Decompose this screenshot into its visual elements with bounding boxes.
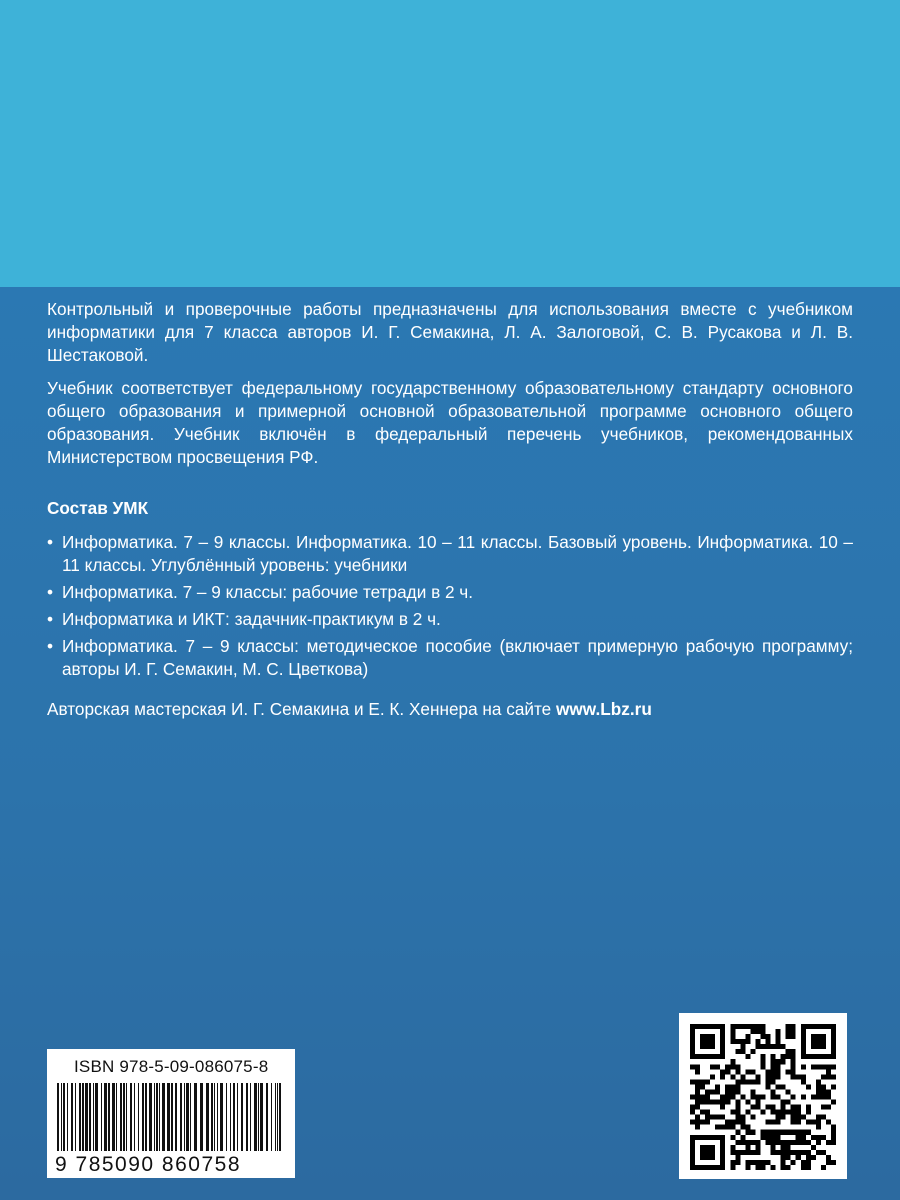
umk-item: • Информатика. 7 – 9 классы: рабочие тетради в 2 ч. (47, 581, 853, 604)
umk-item: • Информатика. 7 – 9 классы. Информатика. 10 – 11 классы. Базовый уровень. Информатика. 10 – 11 классы. Углублённый уровень: учебники (47, 531, 853, 577)
isbn-digits: 9 785090 860758 (55, 1153, 241, 1176)
umk-list (47, 531, 853, 685)
website-link[interactable]: www.Lbz.ru (556, 699, 652, 719)
isbn-barcode-block (47, 1049, 295, 1178)
cover-top-band (0, 0, 900, 287)
description-paragraph-2: Учебник соответствует федеральному государственному образовательному стандарту основного общего образования и примерной основной образовательной программе основного общего образования. Учебник включён в федеральный перечень учебников, рекомендованных Министерством просвещения РФ. (47, 378, 853, 467)
author-workshop-line (47, 698, 652, 721)
qr-code-block (679, 1013, 847, 1179)
umk-item: • Информатика и ИКТ: задачник-практикум в 2 ч. (47, 608, 853, 631)
isbn-label: ISBN 978-5-09-086075-8 (74, 1057, 269, 1076)
description-paragraph-1: Контрольный и проверочные работы предназначены для использования вместе с учебником информатики для 7 класса авторов И. Г. Семакина, Л. А. Залоговой, С. В. Русакова и Л. В. Шестаковой. (47, 299, 853, 365)
umk-title: Состав УМК (47, 498, 149, 518)
umk-item: • Информатика. 7 – 9 классы: методическое пособие (включает примерную рабочую программу; авторы И. Г. Семакин, М. С. Цветкова) (47, 635, 853, 681)
qr-code-icon (690, 1024, 836, 1170)
barcode-icon (55, 1083, 287, 1157)
workshop-text: Авторская мастерская И. Г. Семакина и Е. К. Хеннера на сайте (47, 699, 557, 719)
